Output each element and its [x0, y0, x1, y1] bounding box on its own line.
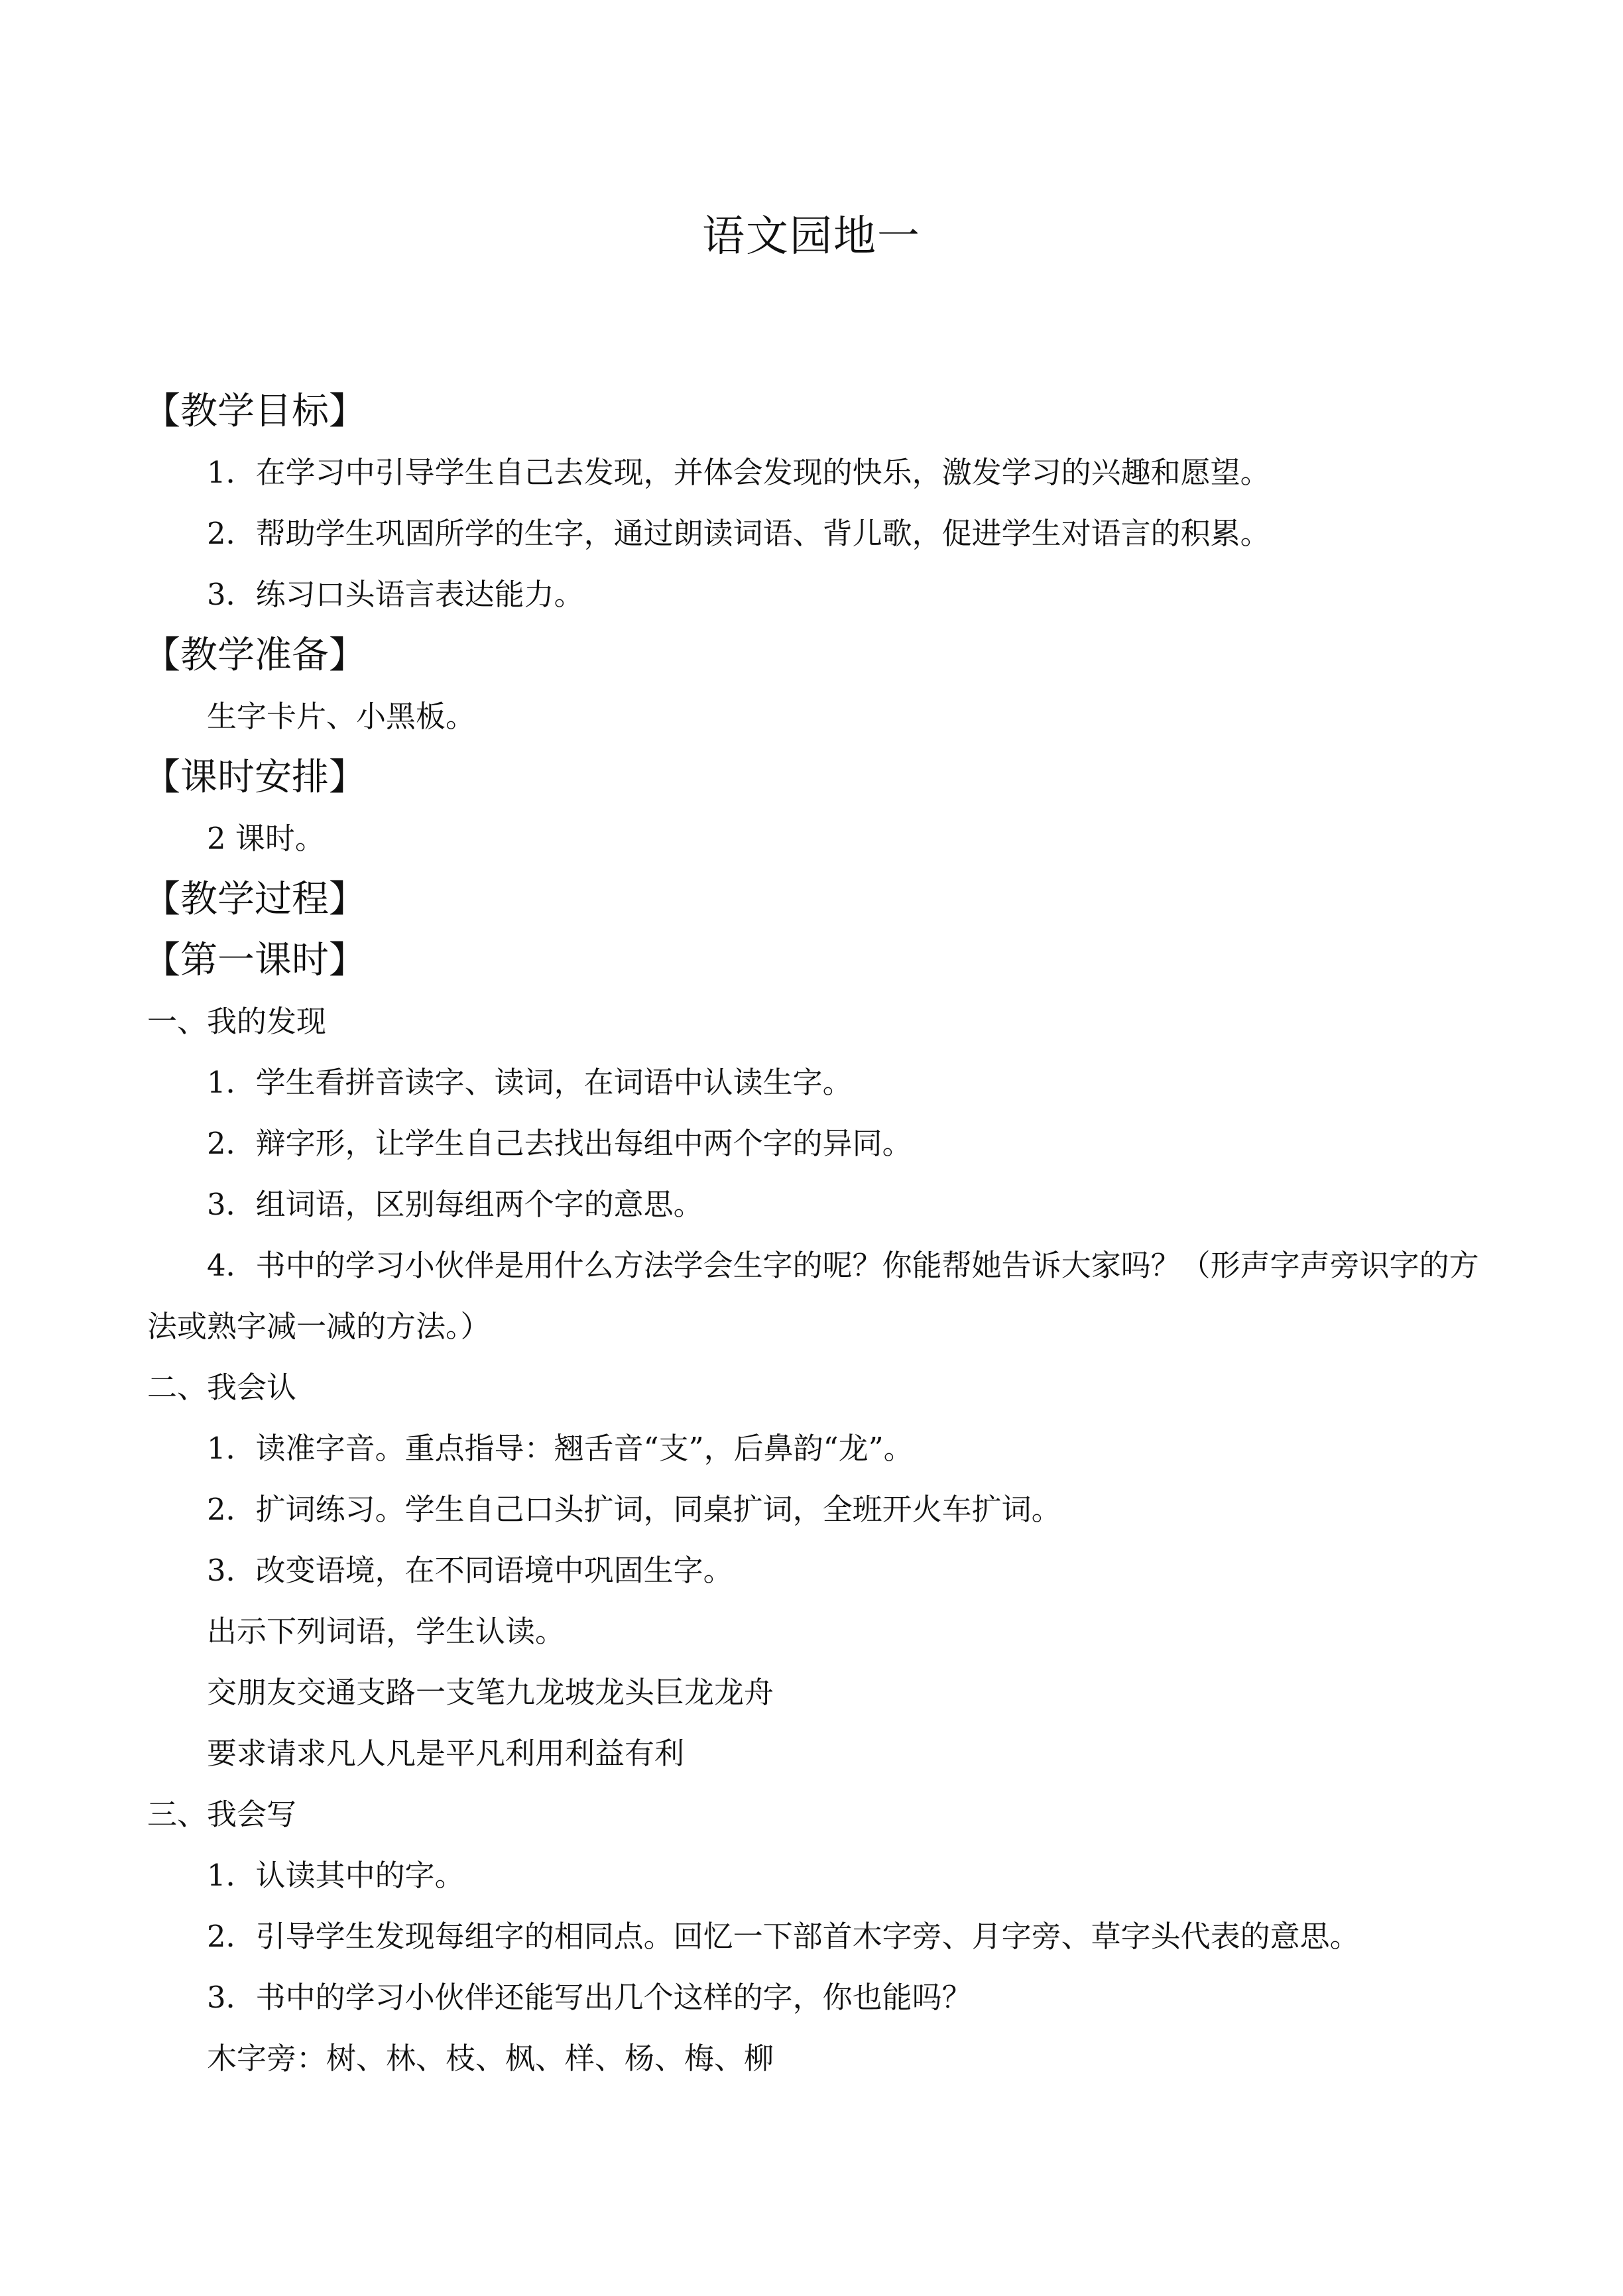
- schedule-text: 2 课时。: [207, 821, 325, 856]
- word-list: 交朋友交通支路一支笔九龙坡龙头巨龙龙舟: [207, 1675, 774, 1710]
- list-item: 2．扩词练习。学生自己口头扩词，同桌扩词，全班开火车扩词。: [207, 1492, 1061, 1527]
- radical-examples: 木字旁：树、林、枝、枫、样、杨、梅、柳: [207, 2041, 774, 2076]
- list-item: 4．书中的学习小伙伴是用什么方法学会生字的呢？你能帮她告诉大家吗？（形声字声旁识字的方法或熟字减一减的方法。）: [147, 1248, 1479, 1344]
- section-heading-recognize: 二、我会认: [147, 1370, 297, 1405]
- section-heading-discover: 一、我的发现: [147, 1004, 327, 1039]
- section-heading-write: 三、我会写: [147, 1797, 297, 1832]
- list-item: 1．认读其中的字。: [207, 1858, 465, 1893]
- list-item: 3．改变语境，在不同语境中巩固生字。: [207, 1553, 733, 1588]
- page-title: 语文园地一: [702, 212, 921, 261]
- list-item: 2．辩字形，让学生自己去找出每组中两个字的异同。: [207, 1126, 912, 1161]
- heading-process: 【教学过程】: [143, 878, 366, 921]
- heading-schedule: 【课时安排】: [143, 756, 366, 799]
- list-item: 3．书中的学习小伙伴还能写出几个这样的字，你也能吗？: [207, 1980, 972, 2015]
- document-body: [143, 381, 1486, 2089]
- goal-item: 3．练习口头语言表达能力。: [207, 577, 584, 612]
- heading-prep: 【教学准备】: [143, 634, 366, 677]
- heading-goals: 【教学目标】: [143, 390, 366, 433]
- list-item: 2．引导学生发现每组字的相同点。回忆一下部首木字旁、月字旁、草字头代表的意思。: [207, 1919, 1360, 1954]
- goal-item: 2．帮助学生巩固所学的生字，通过朗读词语、背儿歌，促进学生对语言的积累。: [207, 516, 1270, 551]
- list-item: 3．组词语，区别每组两个字的意思。: [207, 1187, 703, 1222]
- prep-text: 生字卡片、小黑板。: [207, 699, 476, 734]
- goal-item: 1．在学习中引导学生自己去发现，并体会发现的快乐，激发学习的兴趣和愿望。: [207, 455, 1270, 490]
- heading-lesson-1: 【第一课时】: [143, 939, 366, 982]
- list-item: 1．学生看拼音读字、读词，在词语中认读生字。: [207, 1065, 853, 1100]
- list-item: 出示下列词语，学生认读。: [207, 1614, 566, 1649]
- list-item: 1．读准字音。重点指导：翘舌音“支”，后鼻韵“龙”。: [207, 1431, 914, 1466]
- word-list: 要求请求凡人凡是平凡利用利益有利: [207, 1736, 685, 1771]
